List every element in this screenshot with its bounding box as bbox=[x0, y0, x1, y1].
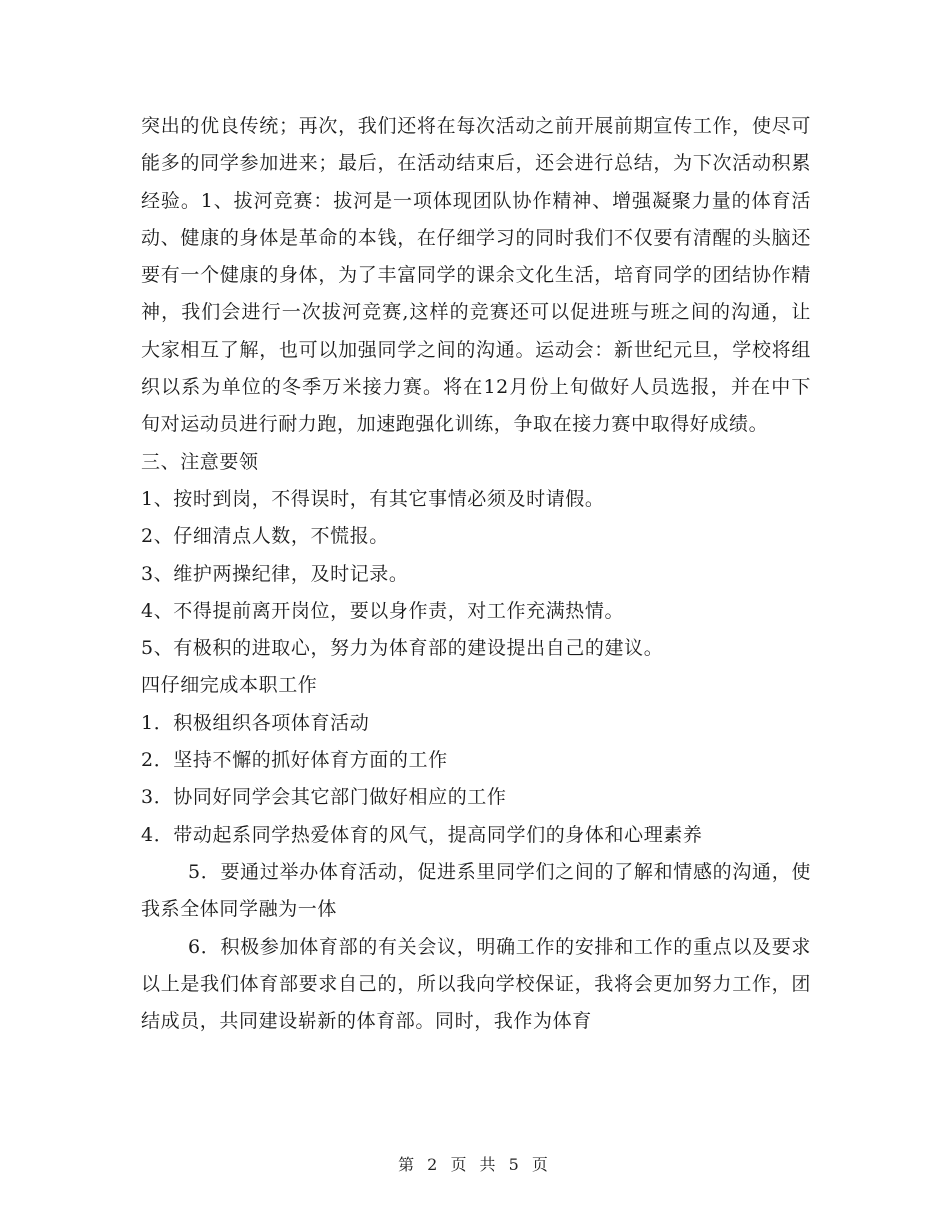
section-4-heading: 四仔细完成本职工作 bbox=[141, 674, 318, 697]
section-3-item-3: 3、维护两操纪律，及时记录。 bbox=[141, 562, 409, 585]
section-3-item-4: 4、不得提前离开岗位，要以身作责，对工作充满热情。 bbox=[141, 599, 625, 622]
section-3-item-1: 1、按时到岗，不得误时，有其它事情必须及时请假。 bbox=[141, 487, 605, 510]
section-4-item-6: 6．积极参加体育部的有关会议，明确工作的安排和工作的重点以及要求以上是我们体育部要求自己的，所以我向学校保证，我将会更加努力工作，团结成员，共同建设崭新的体育部。同时，我作为体育 bbox=[141, 935, 811, 1033]
section-3-item-2: 2、仔细清点人数，不慌报。 bbox=[141, 525, 389, 548]
document-body bbox=[141, 108, 811, 1040]
intro-paragraph: 突出的优良传统；再次，我们还将在每次活动之前开展前期宣传工作，使尽可能多的同学参加进来；最后，在活动结束后，还会进行总结，为下次活动积累经验。1、拔河竞赛：拔河是一项体现团队协作精神、增强凝聚力量的体育活动、健康的身体是革命的本钱，在仔细学习的同时我们不仅要有清醒的头脑还要有一个健康的身体，为了丰富同学的课余文化生活，培育同学的团结协作精神，我们会进行一次拔河竞赛,这样的竞赛还可以促进班与班之间的沟通，让大家相互了解，也可以加强同学之间的沟通。运动会：新世纪元旦，学校将组织以系为单位的冬季万米接力赛。将在12月份上旬做好人员选报，并在中下旬对运动员进行耐力跑，加速跑强化训练，争取在接力赛中取得好成绩。 bbox=[141, 115, 811, 436]
section-4-item-2: 2．坚持不懈的抓好体育方面的工作 bbox=[141, 749, 448, 772]
section-4-item-1: 1．积极组织各项体育活动 bbox=[141, 711, 370, 734]
section-3-heading: 三、注意要领 bbox=[141, 450, 259, 473]
section-4-item-3: 3．协同好同学会其它部门做好相应的工作 bbox=[141, 786, 507, 809]
section-3-item-5: 5、有极积的进取心，努力为体育部的建设提出自己的建议。 bbox=[141, 637, 664, 660]
section-4-item-4: 4．带动起系同学热爱体育的风气，提高同学们的身体和心理素养 bbox=[141, 823, 703, 846]
section-4-item-5: 5．要通过举办体育活动，促进系里同学们之间的了解和情感的沟通，使我系全体同学融为一体 bbox=[141, 860, 811, 921]
page-footer: 第 2 页 共 5 页 bbox=[398, 1155, 552, 1174]
